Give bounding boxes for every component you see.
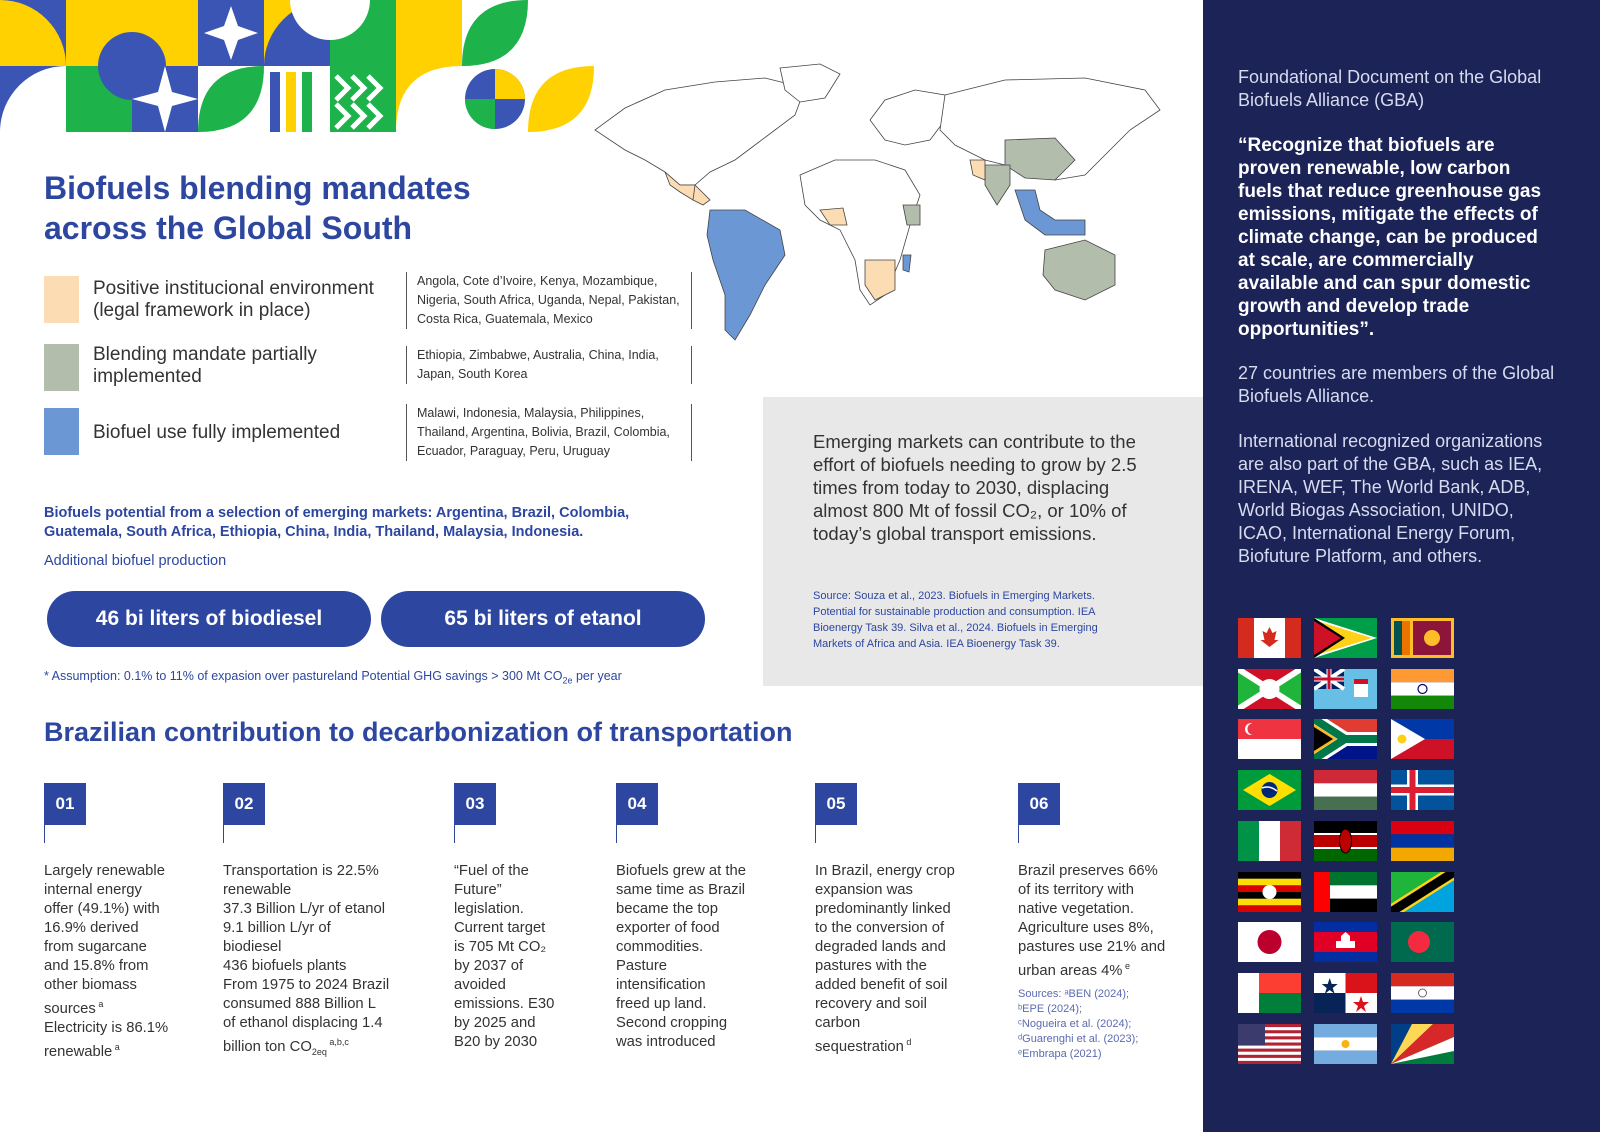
- assumption-text: * Assumption: 0.1% to 11% of expasion over pastureland Potential GHG savings > 300 Mt CO: [44, 669, 563, 683]
- flag-panama-icon: [1314, 973, 1377, 1013]
- source-item: ᵇEPE (2024);: [1018, 1003, 1083, 1015]
- legend-label: Blending mandate partially implemented: [93, 344, 317, 387]
- legend-countries: Malawi, Indonesia, Malaysia, Philippines, Thailand, Argentina, Bolivia, Brazil, Colombia, Ecuador, Paraguay, Peru, Uruguay: [406, 404, 692, 461]
- south-america: [707, 210, 785, 340]
- sidebar-doc-title: Foundational Document on the Global Biofuels Alliance (GBA): [1238, 67, 1542, 110]
- step-text: Brazil preserves 66% of its territory with native vegetation. Agriculture uses 8%, pastures use 21% and urban areas 4% $^e$: [1018, 863, 1166, 979]
- central-america: [693, 185, 710, 205]
- source-item: Sources: ᵃBEN (2024);: [1018, 988, 1130, 1000]
- malawi: [903, 255, 911, 272]
- decorative-pattern: [0, 0, 600, 132]
- flag-iceland-icon: [1391, 770, 1454, 810]
- flag-bangladesh-icon: [1391, 922, 1454, 962]
- source-item: ᵉEmbrapa (2021): [1018, 1048, 1102, 1060]
- australia: [1043, 240, 1115, 300]
- flag-sri-lanka-icon: [1391, 618, 1454, 658]
- sources-list: [1018, 987, 1188, 1062]
- step-text: In Brazil, energy crop expansion was predominantly linked to the conversion of degraded lands and pastures with the added benefit of soil recovery and soil carbon sequestration $^d$: [815, 863, 955, 1055]
- flag-burundi-icon: [1238, 669, 1301, 709]
- flag-guyana-icon: [1314, 618, 1377, 658]
- section-title: Brazilian contribution to decarbonization of transportation: [44, 717, 793, 747]
- flag-madagascar-icon: [1238, 973, 1301, 1013]
- flag-armenia-icon: [1391, 821, 1454, 861]
- flag-canada-icon: [1238, 618, 1301, 658]
- legend-label: Positive institucional environment (legal framework in place): [93, 278, 374, 321]
- world-map: [585, 60, 1175, 360]
- sidebar-members: 27 countries are members of the Global Biofuels Alliance.: [1238, 363, 1555, 406]
- legend-countries: Ethiopia, Zimbabwe, Australia, China, India, Japan, South Korea: [406, 346, 692, 384]
- legend-swatch: [44, 344, 79, 391]
- step-pole: [454, 825, 455, 843]
- sidebar-orgs: International recognized organizations are also part of the GBA, such as IEA, IRENA, WEF, The World Bank, ADB, World Biogas Association, UNIDO, ICAO, International Energy Forum, Biofuture Platform, and others.: [1238, 431, 1543, 566]
- step-pole: [223, 825, 224, 843]
- flag-singapore-icon: [1238, 719, 1301, 759]
- southeast-asia: [1015, 190, 1085, 235]
- flag-philippines-icon: [1391, 719, 1454, 759]
- flag-seychelles-icon: [1391, 1024, 1454, 1064]
- flag-uganda-icon: [1238, 872, 1301, 912]
- flag-italy-icon: [1238, 821, 1301, 861]
- flag-brazil-icon: [1238, 770, 1301, 810]
- pakistan-nepal: [970, 160, 985, 180]
- flag-india-icon: [1391, 669, 1454, 709]
- africa: [800, 160, 920, 305]
- step-number: 06: [1018, 783, 1060, 825]
- assumption-tail: per year: [572, 669, 622, 683]
- page-title: Biofuels blending mandates across the Global South: [44, 170, 471, 246]
- assumption-subscript: 2e: [562, 675, 573, 686]
- flag-cambodia-icon: [1314, 922, 1377, 962]
- legend-label: Biofuel use fully implemented: [93, 422, 341, 443]
- step-text: “Fuel of the Future” legislation. Current target is 705 Mt CO₂ by 2037 of avoided emissions. E30 by 2025 and B20 by 2030: [454, 863, 555, 1050]
- flag-tanzania-icon: [1391, 872, 1454, 912]
- flag-argentina-icon: [1314, 1024, 1377, 1064]
- step-number: 05: [815, 783, 857, 825]
- step-number: 03: [454, 783, 496, 825]
- source-item: ᵈGuarenghi et al. (2023);: [1018, 1033, 1139, 1045]
- north-america: [595, 78, 805, 185]
- step-text: Transportation is 22.5% renewable 37.3 Billion L/yr of etanol 9.1 billion L/yr of biodiesel 436 biofuels plants From 1975 to 2024 Brazil consumed 888 Billion L of ethanol displacing 1.4 billion ton $CO_{2eq}$ $^{a,b,c}$: [223, 863, 390, 1057]
- step-pole: [815, 825, 816, 843]
- additional-label: Additional biofuel production: [44, 553, 227, 569]
- legend-swatch: [44, 276, 79, 323]
- step-pole: [1018, 825, 1019, 843]
- flag-uae-icon: [1314, 872, 1377, 912]
- step-number: 02: [223, 783, 265, 825]
- flag-japan-icon: [1238, 922, 1301, 962]
- flag-kenya-icon: [1314, 821, 1377, 861]
- legend-swatch: [44, 408, 79, 455]
- potential-text: Biofuels potential from a selection of emerging markets: Argentina, Brazil, Colombia, Guatemala, South Africa, Ethiopia, China, India, Thailand, Malaysia, Indonesia.: [44, 505, 630, 540]
- flag-usa-icon: [1238, 1024, 1301, 1064]
- flag-fiji-icon: [1314, 669, 1377, 709]
- step-pole: [616, 825, 617, 843]
- source-item: ᶜNogueira et al. (2024);: [1018, 1018, 1132, 1030]
- europe: [870, 90, 945, 145]
- emerging-markets-text: Emerging markets can contribute to the effort of biofuels needing to grow by 2.5 times from today to 2030, displacing almost 800 Mt of fossil CO₂, or 10% of today’s global transport emissions.: [813, 431, 1137, 544]
- india: [985, 165, 1010, 205]
- emerging-markets-source: Source: Souza et al., 2023. Biofuels in Emerging Markets. Potential for sustainable production and consumption. IEA Bioenergy Task 39. Silva et al., 2024. Biofuels in Emerging Markets of Africa and Asia. IEA Bioenergy Task 39.: [813, 590, 1098, 650]
- step-text: Largely renewable internal energy offer (49.1%) with 16.9% derived from sugarcane and 15.8% from other biomass sources $^a$ Electricity is 86.1% renewable $^a$: [44, 863, 169, 1060]
- flag-paraguay-icon: [1391, 973, 1454, 1013]
- step-number: 04: [616, 783, 658, 825]
- step-pole: [44, 825, 45, 843]
- legend-countries: Angola, Cote d’Ivoire, Kenya, Mozambique, Nigeria, South Africa, Uganda, Nepal, Pakistan, Costa Rica, Guatemala, Mexico: [406, 272, 692, 329]
- step-number: 01: [44, 783, 86, 825]
- biodiesel-pill: 46 bi liters of biodiesel: [47, 591, 371, 647]
- flag-south-africa-icon: [1314, 719, 1377, 759]
- flag-hungary-icon: [1314, 770, 1377, 810]
- etanol-pill: 65 bi liters of etanol: [381, 591, 705, 647]
- assumption-note: [44, 669, 622, 686]
- sidebar-quote: “Recognize that biofuels are proven renewable, low carbon fuels that reduce greenhouse gas emissions, mitigate the effects of climate change, can be produced at scale, are commercially available and can spur domestic growth and develop trade opportunities”.: [1238, 135, 1542, 340]
- step-text: Biofuels grew at the same time as Brazil became the top exporter of food commodities. Pasture intensification freed up land. Second cropping was introduced: [616, 863, 746, 1050]
